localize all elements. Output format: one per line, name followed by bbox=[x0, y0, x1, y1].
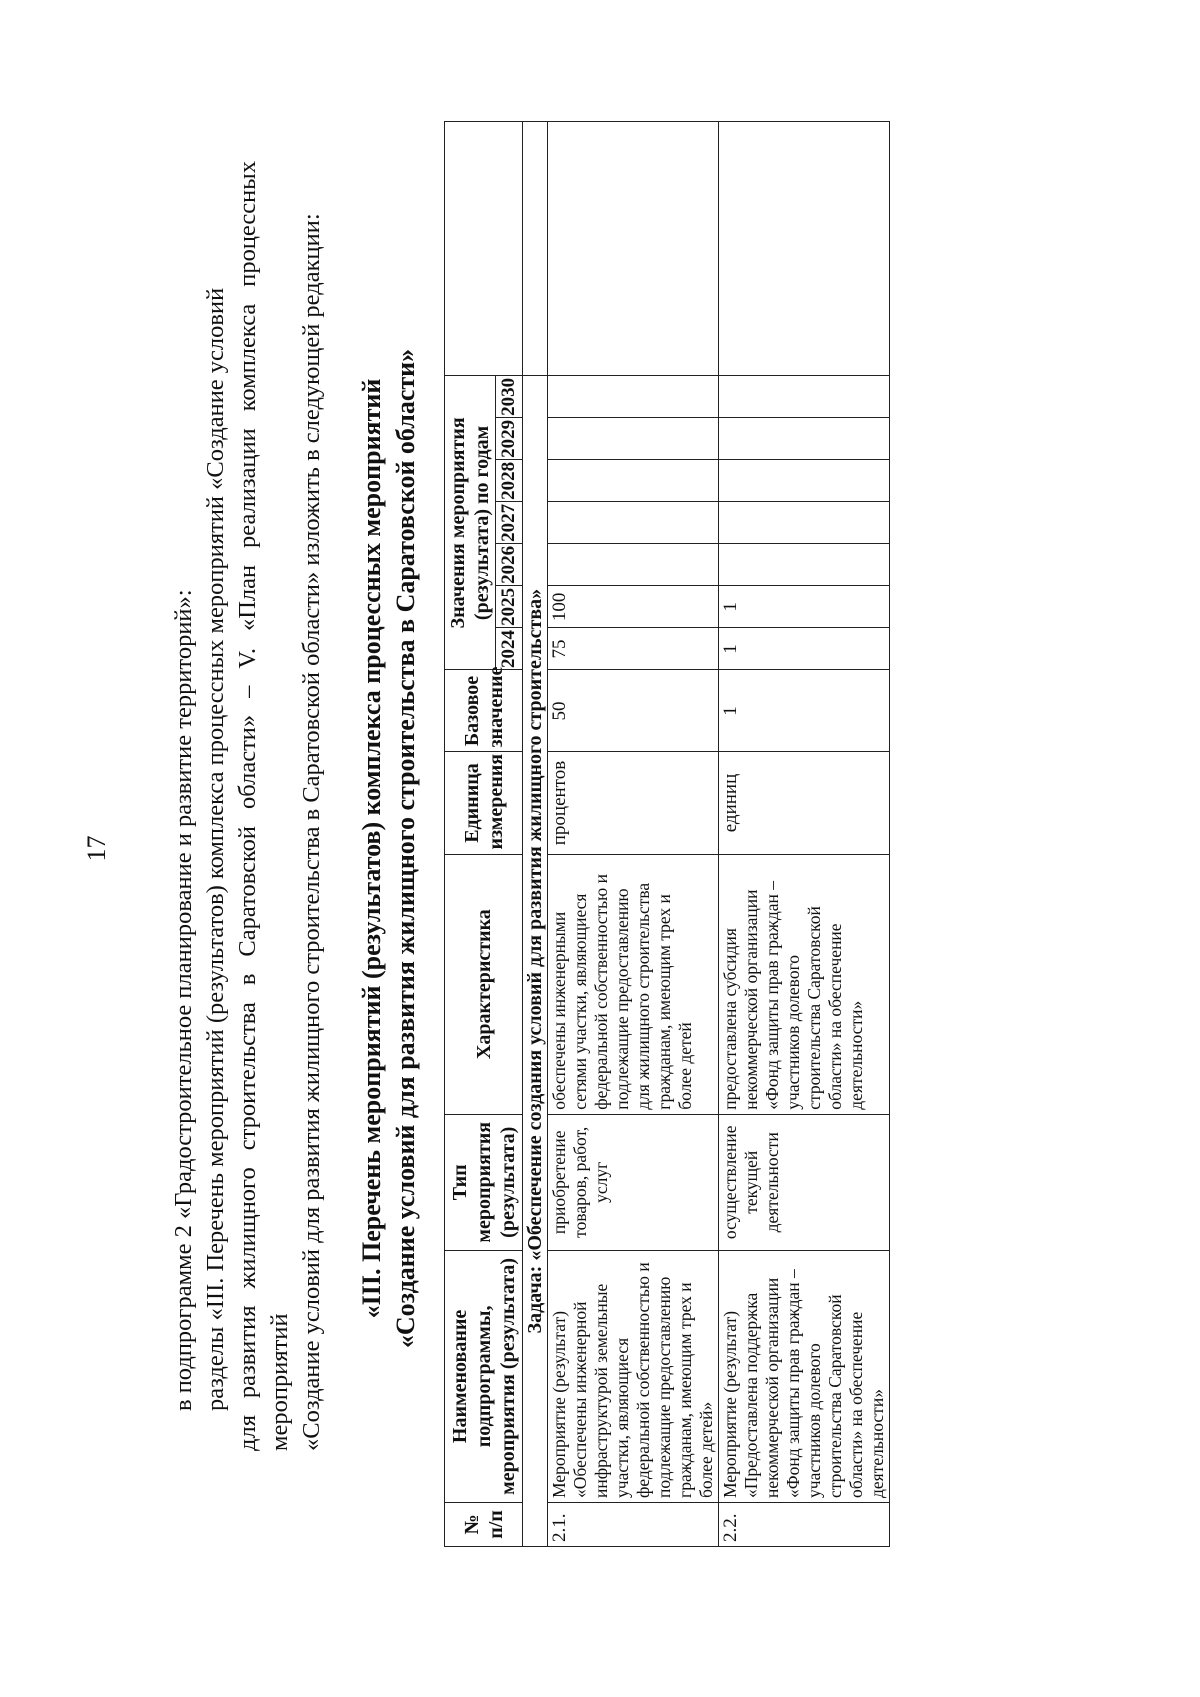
row-value-2025: 100 bbox=[548, 586, 719, 628]
year-2029: 2029 bbox=[496, 418, 523, 460]
row-type: приобретение товаров, работ, услуг bbox=[548, 1114, 719, 1250]
row-base: 1 bbox=[719, 670, 890, 752]
section-heading bbox=[355, 0, 423, 1697]
year-2030: 2030 bbox=[496, 376, 523, 418]
year-2026: 2026 bbox=[496, 544, 523, 586]
results-table bbox=[444, 121, 890, 1547]
header-name: Наименование подпрограммы, мероприятия (результата) bbox=[445, 1250, 523, 1502]
row-value-2024: 1 bbox=[719, 628, 890, 670]
row-value-2026 bbox=[719, 544, 890, 586]
row-name: Мероприятие (результат) «Обеспечены инженерной инфраструктурой земельные участки, являющиеся федеральной собственностью и подлежащие предоставлению гражданам, имеющим трех и более детей» bbox=[548, 1250, 719, 1502]
intro-paragraph bbox=[200, 161, 232, 1451]
year-2027: 2027 bbox=[496, 502, 523, 544]
header-base: Базовое значение bbox=[445, 670, 523, 752]
page-number: 17 bbox=[82, 835, 111, 862]
row-value-2029 bbox=[548, 418, 719, 460]
row-value-2030 bbox=[719, 376, 890, 418]
year-2028: 2028 bbox=[496, 460, 523, 502]
table-row bbox=[719, 122, 890, 1547]
row-characteristic: предоставлена субсидия некоммерческой организации «Фонд защиты прав граждан – участников долевого строительства Саратовской области» на обеспечение деятельности» bbox=[719, 854, 890, 1114]
intro-line-1: в подпрограмме 2 «Градостроительное планирование и развитие территорий»: bbox=[170, 589, 197, 1411]
heading-line-1: «III. Перечень мероприятий (результатов) комплекса процессных мероприятий bbox=[357, 378, 386, 1319]
row-value-2028 bbox=[719, 460, 890, 502]
header-characteristic: Характеристика bbox=[445, 854, 523, 1114]
row-empty-cell bbox=[719, 122, 890, 376]
intro-line-2: разделы «III. Перечень мероприятий (результатов) комплекса процессных мероприятий «Создание условий bbox=[202, 287, 229, 1411]
table-row bbox=[548, 122, 719, 1547]
heading-line-2: «Создание условий для развития жилищного строительства в Саратовской области» bbox=[391, 348, 420, 1349]
row-value-2027 bbox=[719, 502, 890, 544]
row-value-2028 bbox=[548, 460, 719, 502]
header-values: Значения мероприятия (результата) по годам bbox=[445, 376, 496, 670]
intro-line-3: для развития жилищного строительства в Саратовской области» – V. «План реализации комплекса процессных мероприятий bbox=[234, 161, 293, 1451]
row-base: 50 bbox=[548, 670, 719, 752]
header-num: № п/п bbox=[445, 1502, 523, 1546]
task-row bbox=[523, 122, 548, 1547]
row-value-2024: 75 bbox=[548, 628, 719, 670]
header-unit: Единица измерения bbox=[445, 752, 523, 854]
row-value-2029 bbox=[719, 418, 890, 460]
row-name: Мероприятие (результат) «Предоставлена поддержка некоммерческой организации «Фонд защиты прав граждан – участников долевого строительства Саратовской области» на обеспечение деятельности» bbox=[719, 1250, 890, 1502]
intro-line-4: «Создание условий для развития жилищного строительства в Саратовской области» изложить в следующей редакции: bbox=[298, 213, 325, 1451]
header-type: Тип мероприятия (результата) bbox=[445, 1114, 523, 1250]
year-2024: 2024 bbox=[496, 628, 523, 670]
year-2025: 2025 bbox=[496, 586, 523, 628]
task-cell bbox=[523, 376, 548, 1547]
row-type: осуществление текущей деятельности bbox=[719, 1114, 890, 1250]
task-label: Задача: bbox=[524, 1265, 546, 1334]
row-num: 2.2. bbox=[719, 1502, 890, 1546]
row-unit: процентов bbox=[548, 752, 719, 854]
task-text: «Обеспечение создания условий для развития жилищного строительства» bbox=[524, 588, 546, 1261]
row-value-2027 bbox=[548, 502, 719, 544]
intro-text bbox=[168, 161, 328, 1451]
row-num: 2.1. bbox=[548, 1502, 719, 1546]
row-empty-cell bbox=[548, 122, 719, 376]
row-value-2025: 1 bbox=[719, 586, 890, 628]
row-value-2030 bbox=[548, 376, 719, 418]
task-empty-cell bbox=[523, 122, 548, 376]
row-characteristic: обеспечены инженерными сетями участки, являющиеся федеральной собственностью и подлежащие предоставлению для жилищного строительства гражданам, имеющим трех и более детей bbox=[548, 854, 719, 1114]
header-empty bbox=[445, 122, 523, 376]
row-value-2026 bbox=[548, 544, 719, 586]
row-unit: единиц bbox=[719, 752, 890, 854]
